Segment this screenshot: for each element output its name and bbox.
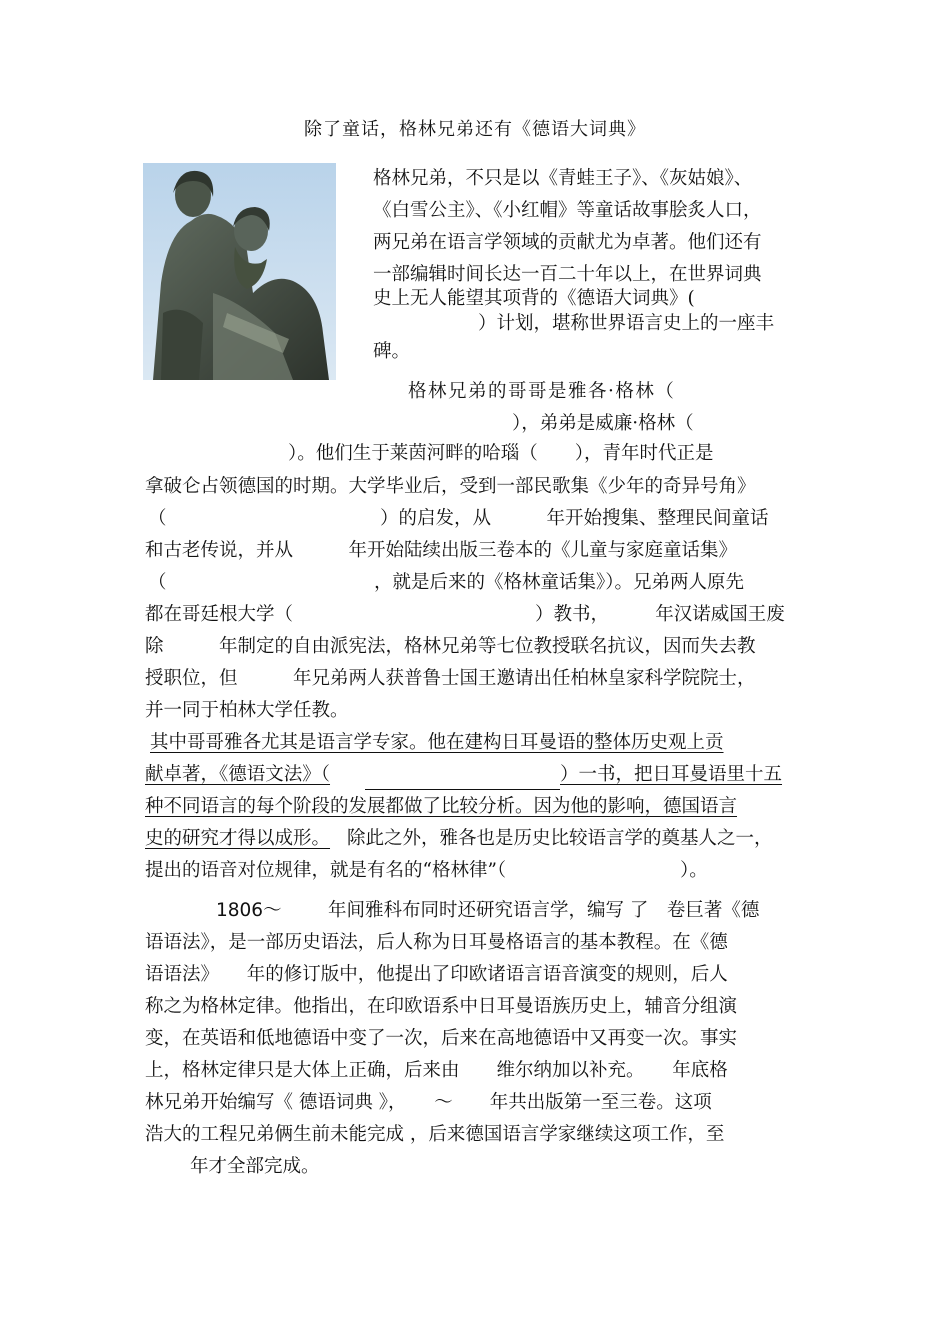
text-line: 提出的语音对位规律，就是有名的“格林律”（ [145, 860, 507, 881]
text-line: 浩大的工程兄弟俩生前未能完成 ，后来德国语言学家继续这项工作，至 [145, 1124, 725, 1145]
text-line: 碑。 [373, 341, 411, 362]
text-line: 两兄弟在语言学领域的贡献尤为卓著。他们还有 [373, 232, 762, 253]
text-line: ），弟弟是威廉·格林（ [512, 413, 694, 434]
text-line: ，就是后来的《格林童话集》）。兄弟两人原先 [374, 572, 745, 593]
text-line: 种不同语言的每个阶段的发展都做了比较分析。因为他的影响，德国语言 [145, 796, 738, 817]
text-line: （ [148, 508, 167, 529]
text-line: 语语法》，是一部历史语法，后人称为日耳曼格语言的基本教程。在《德 [145, 932, 728, 953]
text-line: 献卓著，《德语文法》（ [145, 764, 331, 785]
text-line: 并一同于柏林大学任教。 [145, 700, 349, 721]
text-line: 称之为格林定律。他指出，在印欧语系中日耳曼语族历史上，辅音分组演 [145, 996, 738, 1017]
text-line: 年间雅科布同时还研究语言学，编写 了 卷巨著《德 [328, 900, 760, 921]
text-line: （ [148, 572, 167, 593]
text-line: 都在哥廷根大学（ [145, 604, 294, 625]
text-line: 变，在英语和低地德语中变了一次，后来在高地德语中又再变一次。事实 [145, 1028, 738, 1049]
underline-blank [365, 789, 560, 790]
text-line: 1806～ [216, 900, 282, 921]
text-line: 除此之外，雅各也是历史比较语言学的奠基人之一， [347, 828, 773, 849]
text-line: ）。 [680, 860, 708, 881]
text-line: 格林兄弟的哥哥是雅各·格林（ [408, 381, 676, 402]
text-line: 上，格林定律只是大体上正确，后来由 维尔纳加以补充。 年底格 [145, 1060, 728, 1081]
text-line: ）一书，把日耳曼语里十五 [560, 764, 783, 785]
text-line: 授职位，但 年兄弟两人获普鲁士国王邀请出任柏林皇家科学院院士， [145, 668, 756, 689]
text-line: 格林兄弟，不只是以《青蛙王子》、《灰姑娘》、 [373, 168, 753, 189]
text-line: 拿破仑占领德国的时期。大学毕业后，受到一部民歌集《少年的奇异号角》 [145, 476, 756, 497]
text-line: 其中哥哥雅各尤其是语言学专家。他在建构日耳曼语的整体历史观上贡 [150, 732, 724, 753]
text-line: ）教书， 年汉诺威国王废 [535, 604, 785, 625]
text-line: ）。他们生于莱茵河畔的哈瑙（ ），青年时代正是 [288, 443, 714, 464]
text-line: 《白雪公主》、《小红帽》等童话故事脍炙人口， [373, 200, 762, 221]
text-line: 除 年制定的自由派宪法，格林兄弟等七位教授联名抗议，因而失去教 [145, 636, 756, 657]
text-line: ）计划，堪称世界语言史上的一座丰 [478, 313, 775, 334]
page-title: 除了童话，格林兄弟还有《德语大词典》 [304, 119, 646, 140]
text-line: 一部编辑时间长达一百二十年以上，在世界词典 [373, 264, 762, 285]
text-line: 史的研究才得以成形。 [145, 828, 331, 849]
text-line: 语语法》 年的修订版中，他提出了印欧诸语言语音演变的规则，后人 [145, 964, 728, 985]
text-line: 和古老传说，并从 年开始陆续出版三卷本的《儿童与家庭童话集》 [145, 540, 738, 561]
text-line: 林兄弟开始编写《 德语词典 》， ～ 年共出版第一至三卷。这项 [145, 1092, 712, 1113]
text-line: 年才全部完成。 [190, 1156, 320, 1177]
text-line: ）的启发，从 年开始搜集、整理民间童话 [380, 508, 769, 529]
grimm-statue-image [143, 163, 336, 380]
text-line: 史上无人能望其项背的《德语大词典》( [373, 288, 695, 309]
